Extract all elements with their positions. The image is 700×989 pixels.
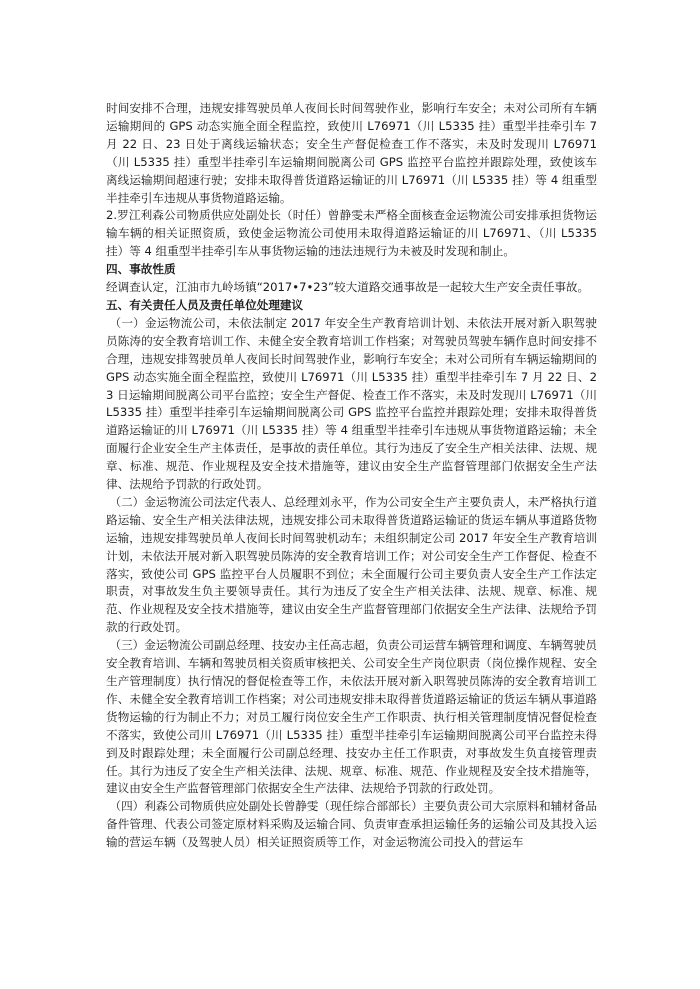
paragraph-suggestion-4: （四）利森公司物质供应处副处长曾静雯（现任综合部部长）主要负责公司大宗原料和辅材备品备件管理、代表公司签定原材料采购及运输合同、负责审查承担运输任务的运输公司及其投入运输的营运车辆（及驾驶人员）相关证照资质等工作，对金运物流公司投入的营运车	[106, 799, 597, 850]
paragraph-suggestion-1: （一）金运物流公司，未依法制定 2017 年安全生产教育培训计划、未依法开展对新入职驾驶员陈涛的安全教育培训工作、未健全安全教育培训工作档案；对驾驶员驾驶车辆作息时间安排不合理，违规安排驾驶员单人夜间长时间驾驶作业，影响行车安全；未对公司所有车辆运输期间的 GPS 动态实施全面全程监控，致使川 L76971（川 L5335 挂）重型半挂牵引车 7 月 22 日、23 日运输期间脱离公司平台监控；安全生产督促、检查工作不落实，未及时发现川 L76971（川 L5335 挂）重型半挂牵引车运输期间脱离公司 GPS 监控平台监控并跟踪处理；安排未取得普货道路运输证的川 L76971（川 L5335 挂）等 4 组重型半挂牵引车违规从事货物道路运输；未全面履行企业安全生产主体责任，是事故的责任单位。其行为违反了安全生产相关法律、法规、规章、标准、规范、作业规程及安全技术措施等，建议由安全生产监督管理部门依据安全生产法律、法规给予罚款的行政处罚。	[106, 315, 597, 492]
paragraph-continued: 时间安排不合理，违规安排驾驶员单人夜间长时间驾驶作业，影响行车安全；未对公司所有车辆运输期间的 GPS 动态实施全面全程监控，致使川 L76971（川 L5335 挂）重型半挂牵引车 7 月 22 日、23 日处于离线运输状态；安全生产督促检查工作不落实，未及时发现川 L76971（川 L5335 挂）重型半挂牵引车运输期间脱离公司 GPS 监控平台监控并跟踪处理，致使该车离线运输期间超速行驶；安排未取得普货道路运输证的川 L76971（川 L5335 挂）等 4 组重型半挂牵引车违规从事货物道路运输。	[106, 101, 597, 205]
paragraph-suggestion-3: （三）金运物流公司副总经理、技安办主任高志超，负责公司运营车辆管理和调度、车辆驾驶员安全教育培训、车辆和驾驶员相关资质审核把关、公司安全生产岗位职责（岗位操作规程、安全生产管理制度）执行情况的督促检查等工作，未依法开展对新入职驾驶员陈涛的安全教育培训工作、未健全安全教育培训工作档案；对公司违规安排未取得普货道路运输证的货运车辆从事道路货物运输的行为制止不力；对员工履行岗位安全生产工作职责、执行相关管理制度情况督促检查不落实，致使公司川 L76971（川 L5335 挂）重型半挂牵引车运输期间脱离公司平台监控未得到及时跟踪处理；未全面履行公司副总经理、技安办主任工作职责，对事故发生负直接管理责任。其行为违反了安全生产相关法律、法规、规章、标准、规范、作业规程及安全技术措施等，建议由安全生产监督管理部门依据安全生产法律、法规给予罚款的行政处罚。	[106, 638, 597, 796]
section-heading-accident-nature: 四、事故性质	[106, 262, 176, 277]
paragraph-item-2: 2.罗江利森公司物质供应处副处长（时任）曾静雯未严格全面核查金运物流公司安排承担货物运输车辆的相关证照资质，致使金运物流公司使用未取得道路运输证的川 L76971、（川 L5335 挂）等 4 组重型半挂牵引车从事货物运输的违法违规行为未被及时发现和制止。	[106, 208, 597, 259]
section-heading-handling-suggestions: 五、有关责任人员及责任单位处理建议	[106, 297, 304, 312]
paragraph-suggestion-2: （二）金运物流公司法定代表人、总经理刘永平，作为公司安全生产主要负责人，未严格执行道路运输、安全生产相关法律法规，违规安排公司未取得普货道路运输证的货运车辆从事道路货物运输，违规安排驾驶员单人夜间长时间驾驶机动车；未组织制定公司 2017 年安全生产教育培训计划，未依法开展对新入职驾驶员陈涛的安全教育培训工作；对公司安全生产工作督促、检查不落实，致使公司 GPS 监控平台人员履职不到位；未全面履行公司主要负责人安全生产工作法定职责，对事故发生负主要领导责任。其行为违反了安全生产相关法律、法规、规章、标准、规范、作业规程及安全技术措施等，建议由安全生产监督管理部门依据安全生产法律、法规给予罚款的行政处罚。	[106, 494, 597, 635]
paragraph-accident-nature: 经调查认定，江油市九岭场镇“2017•7•23”较大道路交通事故是一起较大生产安全责任事故。	[106, 280, 590, 295]
document-page	[106, 100, 597, 852]
